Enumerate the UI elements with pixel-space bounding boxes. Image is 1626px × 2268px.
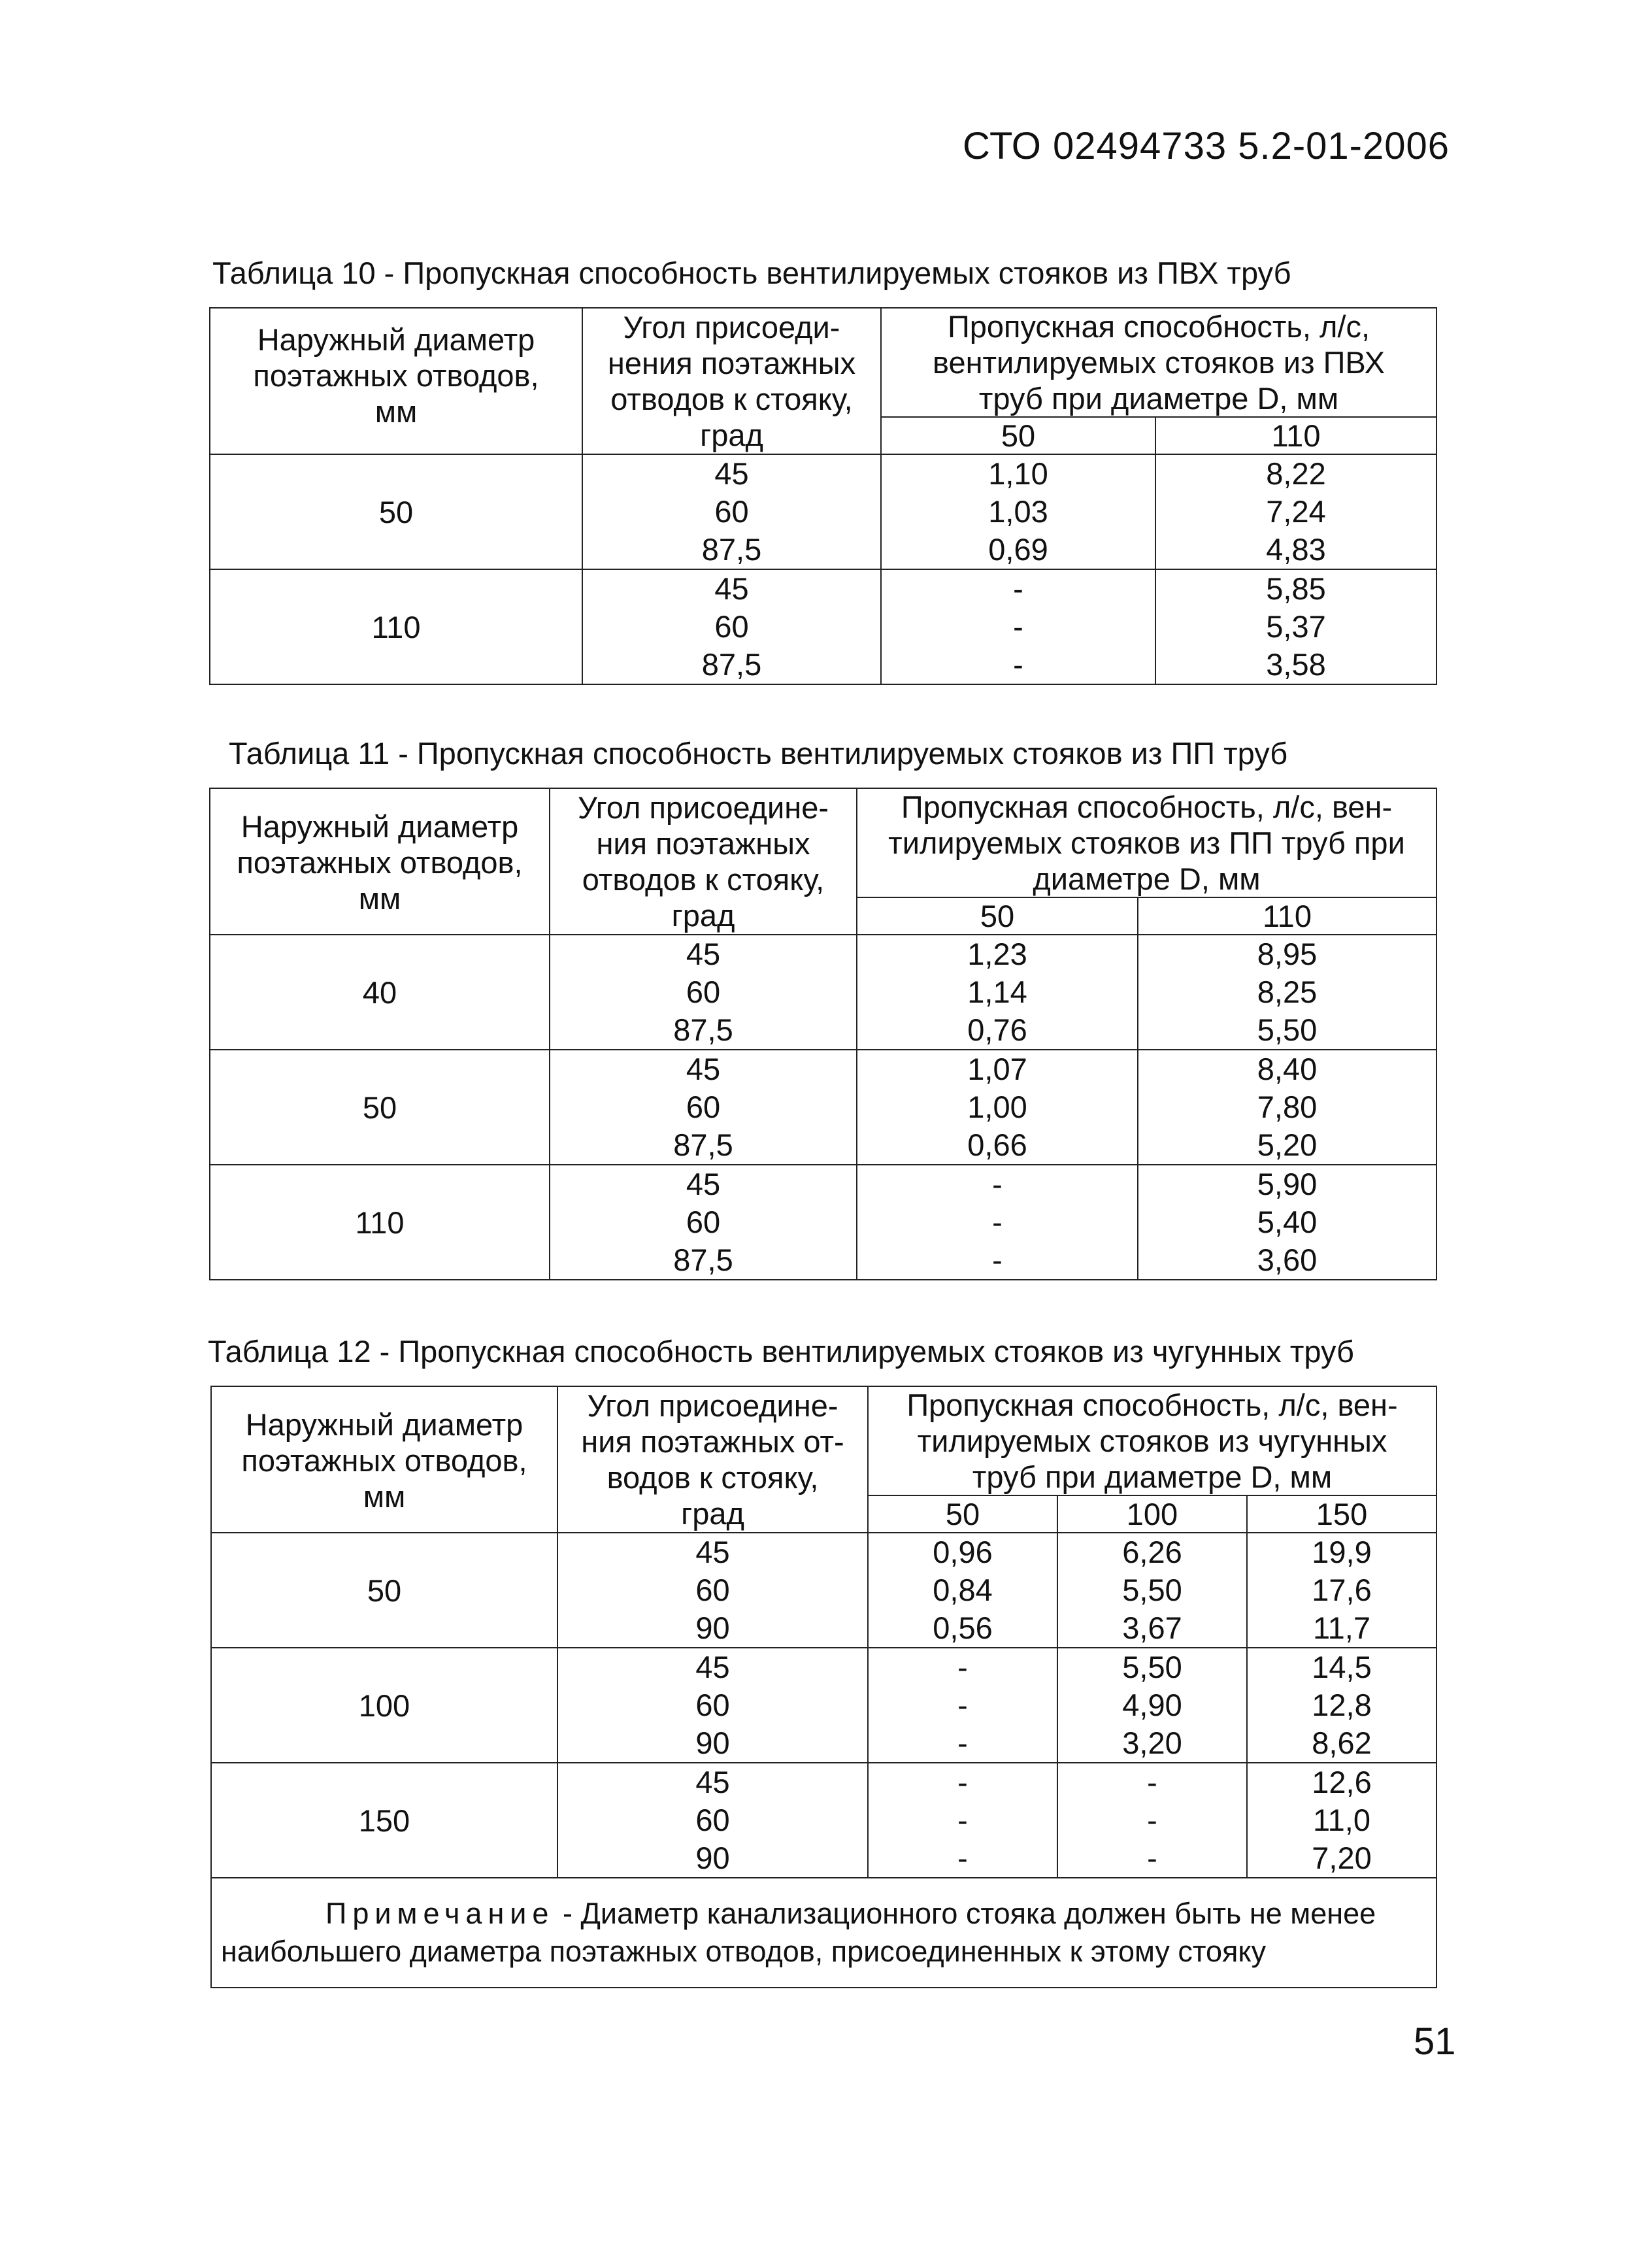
- header-outer-diameter: Наружный диаметр поэтажных отводов, мм: [211, 1386, 557, 1533]
- capacity-cell: 1,07 1,00 0,66: [857, 1050, 1138, 1165]
- capacity-cell: - - -: [881, 569, 1155, 684]
- capacity-cell: 5,50 4,90 3,20: [1057, 1648, 1247, 1763]
- capacity-cell: - - -: [868, 1648, 1057, 1763]
- riser-diameter-150: 150: [1247, 1495, 1436, 1533]
- note-row: [211, 1878, 1436, 1988]
- header-capacity: Пропускная способность, л/с, вен- тилируемых стояков из чугунных труб при диаметре D, мм: [868, 1386, 1436, 1495]
- diameter-cell: 50: [210, 1050, 550, 1165]
- diameter-cell: 150: [211, 1763, 557, 1878]
- header-angle: Угол присоеди- нения поэтажных отводов к стояку, град: [582, 308, 881, 454]
- table-10-caption: Таблица 10 - Пропускная способность вентилируемых стояков из ПВХ труб: [212, 256, 1291, 290]
- table-row: [211, 1533, 1436, 1648]
- note-label: Примечание: [325, 1897, 555, 1930]
- angle-cell: 45 60 87,5: [550, 935, 857, 1050]
- header-angle: Угол присоедине- ния поэтажных от- водов к стояку, град: [557, 1386, 868, 1533]
- header-outer-diameter: Наружный диаметр поэтажных отводов, мм: [210, 308, 582, 454]
- diameter-cell: 50: [210, 454, 582, 569]
- riser-diameter-110: 110: [1155, 417, 1436, 454]
- diameter-cell: 100: [211, 1648, 557, 1763]
- capacity-cell: 5,85 5,37 3,58: [1155, 569, 1436, 684]
- page-number: 51: [1414, 2020, 1456, 2063]
- table-row: [211, 1648, 1436, 1763]
- table-11: [209, 788, 1437, 1280]
- capacity-cell: 8,40 7,80 5,20: [1138, 1050, 1436, 1165]
- capacity-cell: - - -: [1057, 1763, 1247, 1878]
- table-12-caption: Таблица 12 - Пропускная способность вентилируемых стояков из чугунных труб: [208, 1334, 1354, 1369]
- table-10: [209, 307, 1437, 685]
- angle-cell: 45 60 87,5: [582, 454, 881, 569]
- table-11-caption: Таблица 11 - Пропускная способность вентилируемых стояков из ПП труб: [229, 736, 1288, 771]
- capacity-cell: 8,22 7,24 4,83: [1155, 454, 1436, 569]
- capacity-cell: - - -: [868, 1763, 1057, 1878]
- capacity-cell: 1,23 1,14 0,76: [857, 935, 1138, 1050]
- capacity-cell: 12,6 11,0 7,20: [1247, 1763, 1436, 1878]
- diameter-cell: 40: [210, 935, 550, 1050]
- angle-cell: 45 60 87,5: [582, 569, 881, 684]
- header-angle: Угол присоедине- ния поэтажных отводов к стояку, град: [550, 788, 857, 935]
- note-text: - Диаметр канализационного стояка должен быть не менее: [554, 1897, 1376, 1930]
- capacity-cell: 5,90 5,40 3,60: [1138, 1165, 1436, 1280]
- angle-cell: 45 60 90: [557, 1763, 868, 1878]
- diameter-cell: 50: [211, 1533, 557, 1648]
- riser-diameter-100: 100: [1057, 1495, 1247, 1533]
- header-capacity: Пропускная способность, л/с, вен- тилируемых стояков из ПП труб при диаметре D, мм: [857, 788, 1436, 897]
- angle-cell: 45 60 87,5: [550, 1165, 857, 1280]
- angle-cell: 45 60 87,5: [550, 1050, 857, 1165]
- capacity-cell: 6,26 5,50 3,67: [1057, 1533, 1247, 1648]
- table-note: [211, 1878, 1436, 1988]
- angle-cell: 45 60 90: [557, 1648, 868, 1763]
- note-text-continued: наибольшего диаметра поэтажных отводов, присоединенных к этому стояку: [221, 1935, 1267, 1968]
- header-outer-diameter: Наружный диаметр поэтажных отводов, мм: [210, 788, 550, 935]
- angle-cell: 45 60 90: [557, 1533, 868, 1648]
- table-row: [210, 569, 1436, 684]
- header-capacity: Пропускная способность, л/с, вентилируемых стояков из ПВХ труб при диаметре D, мм: [881, 308, 1436, 417]
- riser-diameter-50: 50: [857, 897, 1138, 935]
- capacity-cell: 0,96 0,84 0,56: [868, 1533, 1057, 1648]
- capacity-cell: 8,95 8,25 5,50: [1138, 935, 1436, 1050]
- table-row: [211, 1763, 1436, 1878]
- capacity-cell: 19,9 17,6 11,7: [1247, 1533, 1436, 1648]
- riser-diameter-50: 50: [868, 1495, 1057, 1533]
- table-row: [210, 1050, 1436, 1165]
- riser-diameter-50: 50: [881, 417, 1155, 454]
- table-row: [210, 935, 1436, 1050]
- capacity-cell: 14,5 12,8 8,62: [1247, 1648, 1436, 1763]
- capacity-cell: 1,10 1,03 0,69: [881, 454, 1155, 569]
- document-code: СТО 02494733 5.2-01-2006: [963, 125, 1450, 167]
- diameter-cell: 110: [210, 1165, 550, 1280]
- diameter-cell: 110: [210, 569, 582, 684]
- table-12: [210, 1386, 1437, 1988]
- table-row: [210, 1165, 1436, 1280]
- table-row: [210, 454, 1436, 569]
- riser-diameter-110: 110: [1138, 897, 1436, 935]
- capacity-cell: - - -: [857, 1165, 1138, 1280]
